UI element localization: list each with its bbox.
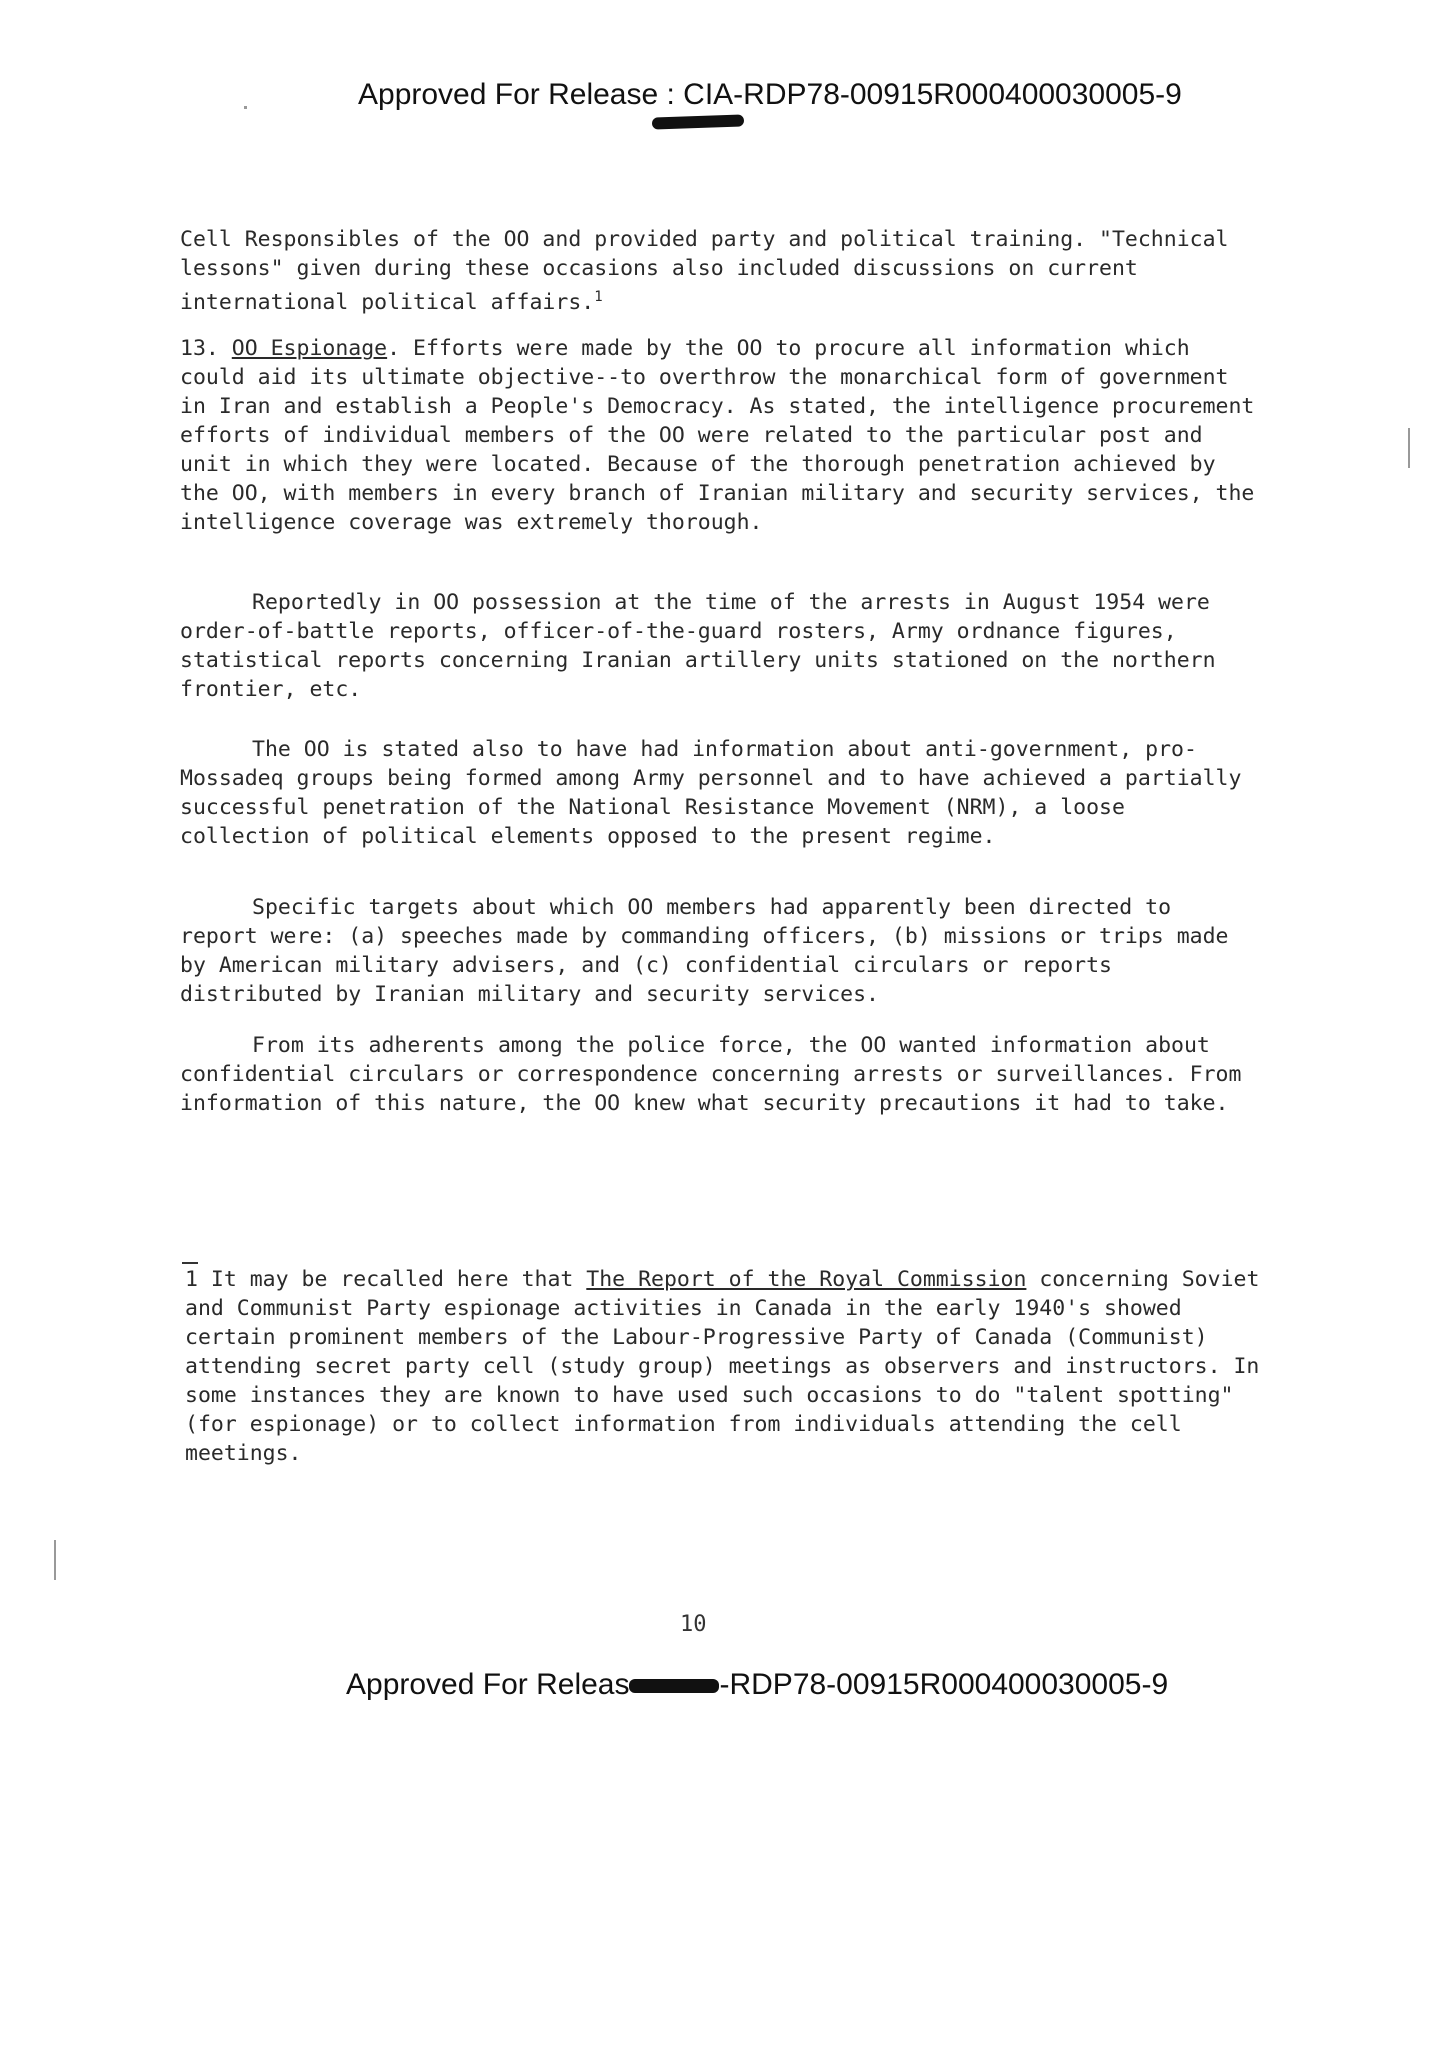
paragraph-continuation-text: Cell Responsibles of the OO and provided party and political training. "Technical lessons" given during these occasions also included discussions on current international political affairs. [180,227,1242,316]
paragraph-targets: Specific targets about which OO members had apparently been directed to report were: (a) speeches made by commanding officers, (b) missions or trips made by American military advisers, and (c) confidential circulars or reports distributed by Iranian military and security services. [180,895,1242,1007]
paragraph-reported: Reportedly in OO possession at the time of the arrests in August 1954 were order-of-battle reports, officer-of-the-guard rosters, Army ordnance figures, statistical reports concerning Iranian artillery units stationed on the northern frontier, etc. [180,590,1229,702]
redaction-mark-bottom [629,1679,719,1693]
section-heading: OO Espionage [231,336,388,361]
paragraph-13-text: . Efforts were made by the OO to procure all information which could aid its ultimate objective--to overthrow the monarchical form of government in Iran and establish a People's Democracy. As stated, the intelligence procurement efforts of individual members of the OO were related to the particular post and unit in which they were located. Because of the thorough penetration achieved by the OO, with members in every branch of Iranian military and security services, the intelligence coverage was extremely thorough. [180,336,1268,535]
paragraph-information: The OO is stated also to have had information about anti-government, pro-Mossadeq groups being formed among Army personnel and to have achieved a partially successful penetration of the National Resistance Movement (NRM), a loose collection of political elements opposed to the present regime. [180,737,1255,849]
footnote-title: The Report of the Royal Commission [586,1267,1027,1292]
scan-speck [1408,428,1410,468]
footnote-reference: 1 [594,289,603,305]
footnote-marker: 1 [185,1267,198,1292]
paragraph-continuation [180,225,1260,317]
page-number: 10 [680,1612,707,1637]
paragraph-police: From its adherents among the police force, the OO wanted information about confidential circulars or correspondence concerning arrests or surveillances. From information of this nature, the OO knew what security precautions it had to take. [180,1033,1255,1116]
release-footer: Approved For Releas -RDP78-00915R000400030005-9 [346,1668,1169,1701]
footnote-rule [182,1262,198,1264]
scan-speck [244,106,247,109]
paragraph-13 [180,334,1268,537]
footnote: 1 It may be recalled here that The Report of the Royal Commission concerning Soviet and Communist Party espionage activities in Canada in the early 1940's showed certain prominent members of the Labour-Progressive Party of Canada (Communist) attending secret party cell (study group) meetings as observers and instructors. In some instances they are known to have used such occasions to do "talent spotting" (for espionage) or to collect information from individuals attending the cell meetings. [185,1267,1273,1466]
redaction-mark-top [652,114,744,129]
scan-speck [54,1540,56,1580]
release-header: Approved For Release : CIA-RDP78-00915R000400030005-9 [358,78,1182,111]
section-number: 13. [180,336,232,361]
